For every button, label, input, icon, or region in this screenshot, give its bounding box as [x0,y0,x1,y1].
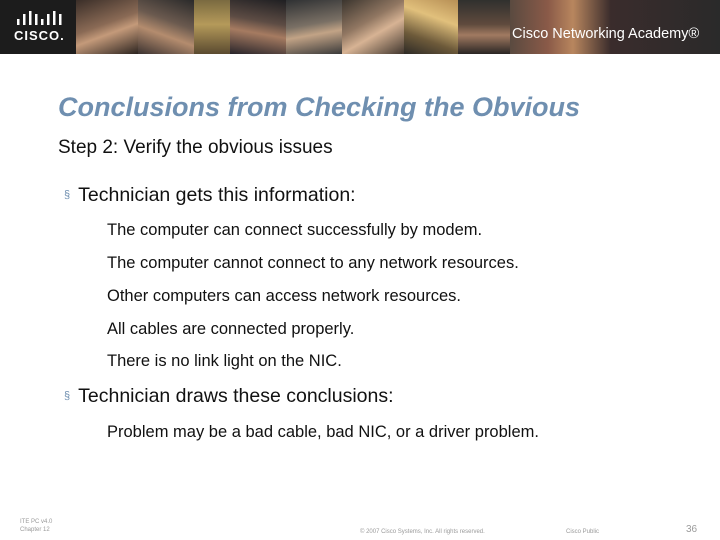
banner-photo [286,0,342,54]
banner-photo [194,0,230,54]
cisco-logo [0,0,76,54]
banner-photo [230,0,286,54]
footer-copyright: © 2007 Cisco Systems, Inc. All rights reserved. [360,529,485,535]
bullet-square-icon: § [64,189,71,201]
brand-name: Cisco Networking Academy® [512,26,700,42]
cisco-wordmark: CISCO. [14,28,65,43]
sub-item: Problem may be a bad cable, bad NIC, or a driver problem. [107,423,539,441]
footer-chapter: Chapter 12 [20,527,50,533]
slide-subtitle: Step 2: Verify the obvious issues [58,137,333,158]
sub-item: Other computers can access network resources. [107,287,461,305]
footer-course: ITE PC v4.0 [20,519,53,525]
banner-photo [458,0,510,54]
bullet-text: Technician gets this information: [78,184,356,206]
cisco-bars-icon [16,11,64,27]
bullet-text: Technician draws these conclusions: [78,385,394,407]
slide-title: Conclusions from Checking the Obvious [58,92,581,122]
bullet-item [64,184,356,207]
banner-photo [342,0,404,54]
bullet-square-icon: § [64,390,71,402]
banner-photo [76,0,138,54]
bullet-item [64,385,394,408]
header-banner [0,0,720,54]
page-number: 36 [686,524,698,535]
sub-item: The computer cannot connect to any network resources. [107,254,519,272]
banner-photo [138,0,194,54]
footer-course-info [20,518,52,534]
sub-item: The computer can connect successfully by modem. [107,221,483,239]
sub-item: There is no link light on the NIC. [107,352,342,370]
banner-photo [404,0,458,54]
footer-classification: Cisco Public [566,529,600,535]
sub-item: All cables are connected properly. [107,320,355,338]
